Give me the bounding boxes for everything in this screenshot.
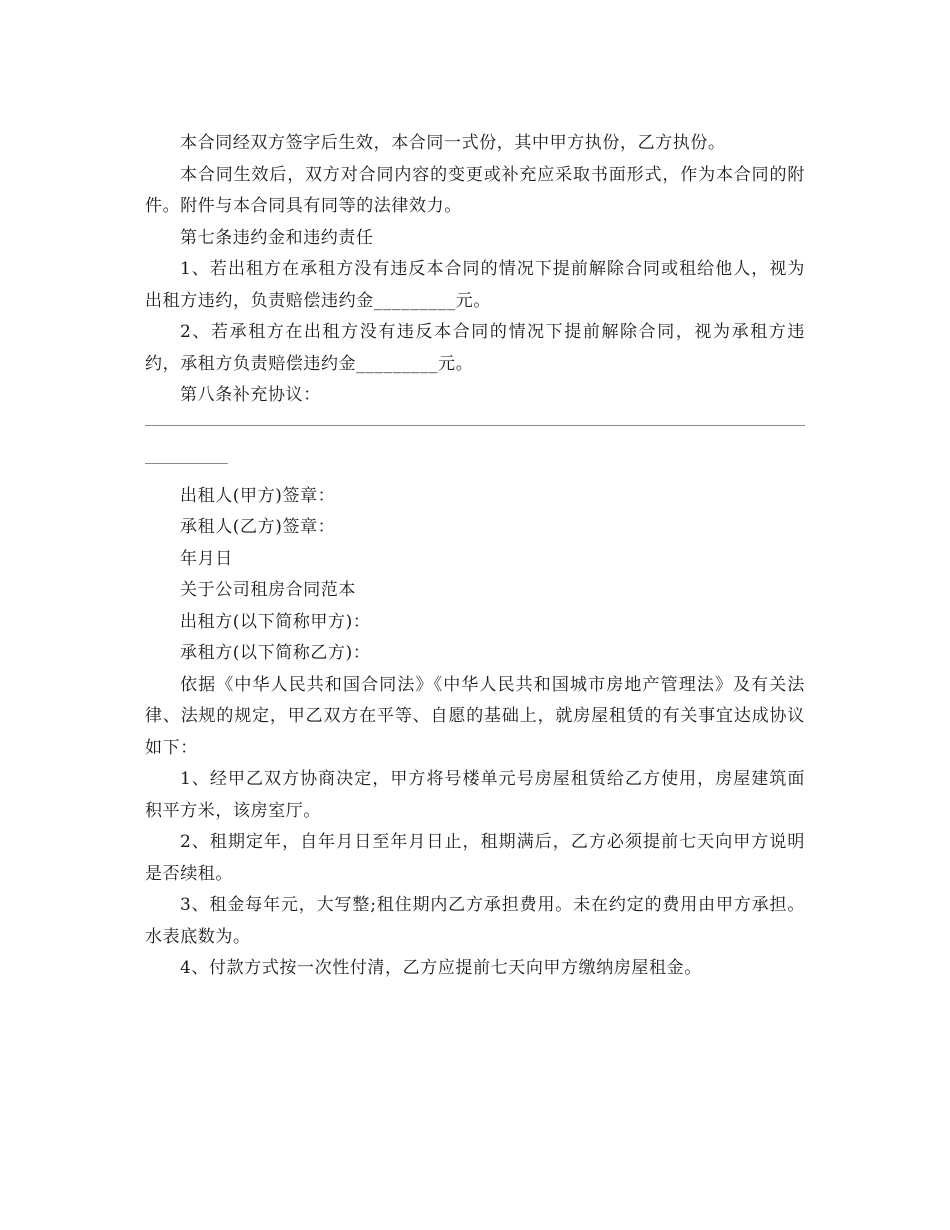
contract-title: 关于公司租房合同范本 [180,580,356,600]
clause-2-blank: _________ [356,353,439,374]
supplement-line-full [145,425,805,426]
lessor-party: 出租方(以下简称甲方)： [180,611,371,632]
clause-1-unit: 元。 [455,290,491,311]
paragraph-amendment: 本合同生效后，双方对合同内容的变更或补充应采取书面形式，作为本合同的附件。附件与本合同具有同等的法律效力。 [145,164,805,216]
clause-2-unit: 元。 [438,353,474,374]
paragraph-effectiveness: 本合同经双方签字后生效，本合同一式份，其中甲方执份，乙方执份。 [180,133,726,153]
clause-2-text: 2、若承租方在出租方没有违反本合同的情况下提前解除合同，视为承租方违约，承租方负责赔偿违约金 [145,322,805,374]
clause-payment: 4、付款方式按一次性付清，乙方应提前七天向甲方缴纳房屋租金。 [180,958,702,978]
legal-basis-paragraph: 依据《中华人民共和国合同法》《中华人民共和国城市房地产管理法》及有关法律、法规的规定，甲乙双方在平等、自愿的基础上，就房屋租赁的有关事宜达成协议如下： [145,674,805,758]
lessee-party: 承租方(以下简称乙方)： [180,643,371,663]
clause-lessee-breach [145,317,805,380]
clause-1-text: 1、若出租方在承租方没有违反本合同的情况下提前解除合同或租给他人，视为出租方违约，负责赔偿违约金 [145,259,805,311]
clause-house-lease: 1、经甲乙双方协商决定，甲方将号楼单元号房屋租赁给乙方使用，房屋建筑面积平方米，该房室厅。 [145,769,805,821]
article-eight-heading: 第八条补充协议： [180,385,321,405]
clause-lease-term: 2、租期定年，自年月日至年月日止，租期满后，乙方必须提前七天向甲方说明是否续租。 [145,832,805,884]
document-body [145,128,805,985]
article-seven-heading: 第七条违约金和违约责任 [180,227,374,248]
lessee-signature: 承租人(乙方)签章： [180,517,336,537]
clause-1-blank: _________ [373,290,456,311]
lessor-signature: 出租人(甲方)签章： [180,485,336,506]
signature-date: 年月日 [180,548,233,569]
clause-lessor-breach [145,254,805,317]
supplement-line-short [145,463,228,464]
clause-rent: 3、租金每年元，大写整;租住期内乙方承担费用。未在约定的费用由甲方承担。水表底数为。 [145,895,805,947]
